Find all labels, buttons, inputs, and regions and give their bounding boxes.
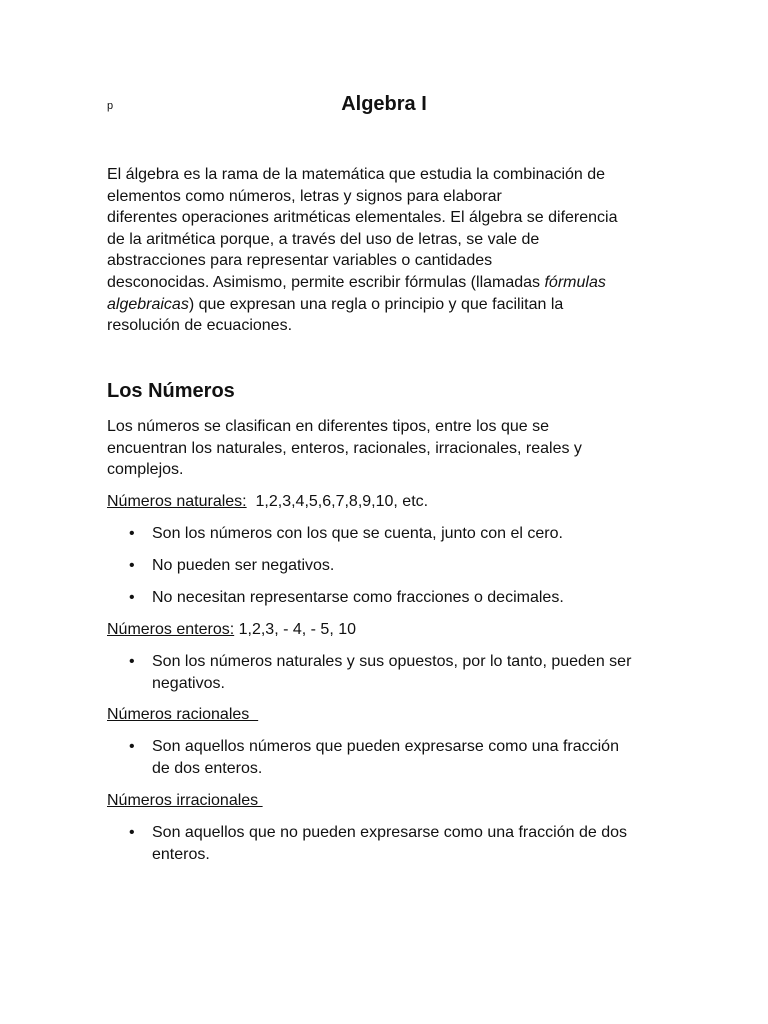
list-item-text: Son los números naturales y sus opuestos, por lo tanto, pueden ser [152,652,632,670]
page-marker: p [107,100,114,112]
bullet-icon: • [129,737,135,755]
number-type-irracionales [107,790,667,865]
number-type-naturales [107,491,667,609]
list-item-text: Son los números con los que se cuenta, junto con el cero. [152,524,563,542]
intro-italic-term: fórmulas [544,273,606,291]
intro-italic-term: algebraicas [107,295,189,313]
list-item [107,587,667,609]
document-title: Algebra I [341,93,427,115]
section-body [107,416,667,863]
list-item-text: de dos enteros. [152,759,263,777]
bullet-icon: • [129,556,135,574]
number-type-heading [107,704,667,726]
bullet-icon: • [129,524,135,542]
lead-line: complejos. [107,461,184,479]
list-item [107,822,667,865]
list-item-text: Son aquellos que no pueden expresarse como una fracción de dos [152,823,627,841]
list-item-text: No necesitan representarse como fracciones o decimales. [152,588,564,606]
intro-line: El álgebra es la rama de la matemática que estudia la combinación de [107,166,606,183]
intro-paragraph [107,164,667,337]
intro-line: de la aritmética porque, a través del uso de letras, se vale de [107,230,540,248]
section-title: Los Números [107,380,235,402]
bullet-icon: • [129,652,135,670]
number-type-label: Números racionales [107,706,259,723]
lead-line: Los números se clasifican en diferentes tipos, entre los que se [107,418,550,435]
list-item-text: enteros. [152,845,210,863]
intro-line: abstracciones para representar variables o cantidades [107,252,493,270]
intro-line: resolución de ecuaciones. [107,317,293,335]
number-type-enteros [107,619,667,694]
intro-line [107,294,667,316]
intro-text: ) que expresan una regla o principio y que facilitan la [188,295,564,313]
list-item [107,651,667,694]
lead-line: encuentran los naturales, enteros, racionales, irracionales, reales y [107,439,582,457]
bullet-icon: • [129,588,135,606]
number-type-label: Números enteros: [107,621,235,638]
number-type-label: Números naturales: [107,493,247,510]
intro-line [107,272,667,294]
list-item-text: negativos. [152,674,225,692]
number-type-examples: 1,2,3,4,5,6,7,8,9,10, etc. [246,493,429,510]
bullet-icon: • [129,823,135,841]
bullet-list [107,822,667,865]
section-lead-paragraph [107,416,667,481]
bullet-list [107,736,667,779]
intro-line: diferentes operaciones aritméticas elementales. El álgebra se diferencia [107,209,618,227]
number-type-racionales [107,704,667,779]
list-item [107,736,667,779]
bullet-list [107,523,667,609]
list-item-text: No pueden ser negativos. [152,556,335,574]
list-item-text: Son aquellos números que pueden expresarse como una fracción [152,737,619,755]
bullet-list [107,651,667,694]
number-type-label: Números irracionales [107,792,263,809]
list-item [107,523,667,545]
number-type-heading [107,790,667,812]
intro-text: desconocidas. Asimismo, permite escribir fórmulas (llamadas [107,273,545,291]
number-type-heading [107,491,667,513]
number-type-examples: 1,2,3, - 4, - 5, 10 [234,621,357,638]
intro-line: elementos como números, letras y signos para elaborar [107,187,502,205]
list-item [107,555,667,577]
number-type-heading [107,619,667,641]
